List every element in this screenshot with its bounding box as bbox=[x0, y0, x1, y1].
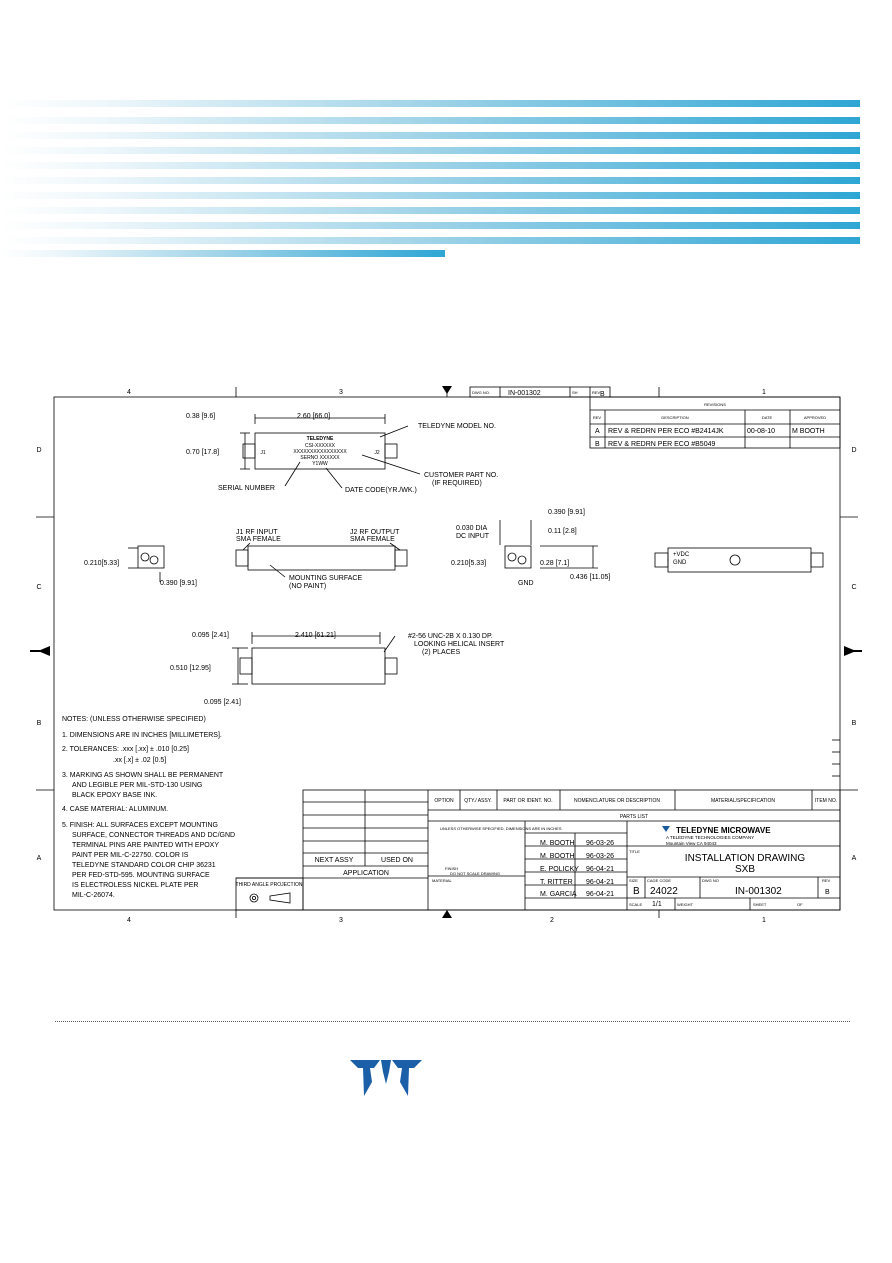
scale-label: SCALE bbox=[629, 902, 643, 907]
gnd-label: GND bbox=[518, 580, 534, 587]
signer-name: M. GARCIA bbox=[540, 891, 577, 898]
insert-qty: (2) PLACES bbox=[422, 649, 461, 656]
dwg-no: IN-001302 bbox=[508, 390, 541, 397]
rev-value-tb: B bbox=[825, 889, 830, 896]
zone-col-3: 3 bbox=[339, 917, 343, 924]
note-5e: TELEDYNE STANDARD COLOR CHIP 36231 bbox=[72, 862, 216, 869]
rev-row-desc: REV & REDRN PER ECO #B2414JK bbox=[608, 428, 724, 435]
callout-date: DATE CODE(YR./WK.) bbox=[345, 487, 417, 494]
signer-date: 96-03-26 bbox=[586, 840, 615, 847]
zone-row-b: B bbox=[851, 720, 857, 727]
do-not-scale: DO NOT SCALE DRAWING bbox=[450, 871, 501, 876]
parts-col-item: ITEM NO. bbox=[814, 798, 838, 804]
dim-length: 2.60 [66.0] bbox=[297, 413, 331, 420]
dim-left: 0.38 [9.6] bbox=[186, 413, 216, 420]
gnd2-label: GND bbox=[673, 560, 687, 566]
dim-390: 0.390 [9.91] bbox=[160, 580, 197, 587]
vdc-label: +VDC bbox=[673, 552, 690, 558]
note-5c: TERMINAL PINS ARE PAINTED WITH EPOXY bbox=[72, 842, 220, 849]
weight-label: WEIGHT bbox=[677, 902, 693, 907]
signer-date: 96-04-21 bbox=[586, 866, 615, 873]
note-3b: AND LEGIBLE PER MIL-STD-130 USING bbox=[72, 782, 203, 789]
insert-type: LOOKING HELICAL INSERT bbox=[414, 641, 505, 648]
signer-name: M. BOOTH bbox=[540, 840, 575, 847]
note-5f: PER FED-STD-595. MOUNTING SURFACE bbox=[72, 872, 210, 879]
note-1: 1. DIMENSIONS ARE IN INCHES [MILLIMETERS]. bbox=[62, 732, 222, 739]
company-sub: A TELEDYNE TECHNOLOGIES COMPANY bbox=[666, 835, 755, 840]
zone-col-4: 4 bbox=[127, 917, 131, 924]
teledyne-logo bbox=[350, 1058, 422, 1098]
signer-date: 96-03-26 bbox=[586, 853, 615, 860]
rev-col: DATE bbox=[761, 415, 773, 420]
dim-210b: 0.210[5.33] bbox=[451, 560, 487, 567]
dim-28: 0.28 [7.1] bbox=[540, 560, 570, 567]
zone-row-a: A bbox=[851, 855, 857, 862]
rev-letter: B bbox=[600, 391, 605, 398]
callout-model: TELEDYNE MODEL NO. bbox=[418, 423, 496, 430]
zone-row-d: D bbox=[36, 447, 42, 454]
parts-col-material: MATERIAL/SPECIFICATION bbox=[711, 798, 775, 804]
parts-list-title: PARTS LIST bbox=[619, 814, 649, 820]
drawing-subtitle: SXB bbox=[734, 864, 756, 875]
company-address: Mountain View CA 94043 bbox=[666, 841, 717, 846]
dwg-value: IN-001302 bbox=[735, 886, 782, 897]
marking-serial: SERNO XXXXXX bbox=[300, 455, 340, 461]
material-label: MATERIAL bbox=[432, 878, 452, 883]
note-3c: BLACK EPOXY BASE INK. bbox=[72, 792, 158, 799]
rev-row-approved: M BOOTH bbox=[792, 428, 825, 435]
sh-label: SH bbox=[572, 390, 578, 395]
company-name: TELEDYNE MICROWAVE bbox=[676, 826, 771, 835]
zone-row-d: D bbox=[851, 447, 857, 454]
note-3: 3. MARKING AS SHOWN SHALL BE PERMANENT bbox=[62, 772, 224, 779]
zone-col-2: 2 bbox=[550, 917, 554, 924]
j2-type: SMA FEMALE bbox=[350, 536, 395, 543]
signer-name: E. POLICKY bbox=[540, 866, 579, 873]
dwg-label: DWG NO bbox=[702, 878, 719, 883]
marking-logo: TELEDYNE bbox=[306, 436, 334, 442]
note-4: 4. CASE MATERIAL: ALUMINUM. bbox=[62, 806, 169, 813]
zone-row-c: C bbox=[36, 584, 42, 591]
dim-11: 0.11 [2.8] bbox=[548, 528, 577, 535]
note-5: 5. FINISH: ALL SURFACES EXCEPT MOUNTING bbox=[62, 822, 218, 829]
note-5h: MIL-C-26074. bbox=[72, 892, 115, 899]
scale-value: 1/1 bbox=[652, 901, 662, 908]
title-label: TITLE bbox=[629, 849, 640, 854]
zone-col-3: 3 bbox=[339, 389, 343, 396]
mount-note: (NO PAINT) bbox=[289, 583, 327, 590]
notes-title: NOTES: (UNLESS OTHERWISE SPECIFIED) bbox=[62, 716, 206, 723]
parts-col-option: OPTION bbox=[434, 798, 454, 804]
zone-col-1: 1 bbox=[762, 389, 766, 396]
dc-dia: 0.030 DIA bbox=[456, 525, 488, 532]
zone-row-b: B bbox=[36, 720, 42, 727]
marking-x: XXXXXXXXXXXXXXXX bbox=[293, 449, 347, 455]
cage-label: CAGE CODE bbox=[647, 878, 672, 883]
rev-label: REV bbox=[592, 390, 601, 395]
j1-type: SMA FEMALE bbox=[236, 536, 281, 543]
application: APPLICATION bbox=[343, 870, 389, 877]
size-value: B bbox=[633, 886, 640, 897]
next-assy: NEXT ASSY bbox=[314, 857, 354, 864]
note-2b: .xx [.x] ± .02 [0.5] bbox=[113, 757, 167, 764]
j2-label: J2 RF OUTPUT bbox=[350, 529, 400, 536]
dim-095b: 0.095 [2.41] bbox=[204, 699, 241, 706]
rev-col: DESCRIPTION bbox=[661, 415, 689, 420]
dim-436: 0.436 [11.05] bbox=[570, 574, 611, 581]
callout-serial: SERIAL NUMBER bbox=[218, 485, 275, 492]
marking-model: CSI-XXXXXX bbox=[304, 443, 336, 449]
zone-col-1: 1 bbox=[762, 917, 766, 924]
dim-510: 0.510 [12.95] bbox=[170, 665, 211, 672]
dim-height: 0.70 [17.8] bbox=[186, 449, 220, 456]
rev-row-desc: REV & REDRN PER ECO #B5049 bbox=[608, 441, 716, 448]
note-5b: SURFACE, CONNECTOR THREADS AND DC/GND bbox=[72, 832, 236, 839]
revisions-title: REVISIONS bbox=[704, 402, 726, 407]
rev-row-date: 00-08-10 bbox=[747, 428, 776, 435]
insert-spec: #2-56 UNC-2B X 0.130 DP. bbox=[408, 633, 493, 640]
marking-date: Y1WW bbox=[312, 461, 328, 467]
note-5g: IS ELECTROLESS NICKEL PLATE PER bbox=[72, 882, 199, 889]
parts-col-part: PART OR IDENT. NO. bbox=[503, 798, 553, 804]
rev-label-tb: REV bbox=[822, 878, 831, 883]
dwg-no-label: DWG NO. bbox=[472, 390, 490, 395]
cage-value: 24022 bbox=[650, 886, 678, 897]
signer-date: 96-04-21 bbox=[586, 879, 615, 886]
parts-col-nomenclature: NOMENCLATURE OR DESCRIPTION bbox=[573, 798, 661, 804]
mount-surface: MOUNTING SURFACE bbox=[289, 575, 363, 582]
zone-row-c: C bbox=[851, 584, 857, 591]
parts-col-qty: QTY./ ASSY. bbox=[464, 798, 492, 804]
drawing-title: INSTALLATION DRAWING bbox=[684, 853, 806, 864]
footer-divider bbox=[55, 1021, 850, 1022]
rev-col: REV bbox=[592, 415, 602, 420]
signer-date: 96-04-21 bbox=[586, 891, 615, 898]
tolerance-note: UNLESS OTHERWISE SPECIFIED, DIMENSIONS ARE IN INCHES bbox=[440, 826, 562, 831]
dim-095a: 0.095 [2.41] bbox=[192, 632, 229, 639]
of-label: OF bbox=[797, 902, 803, 907]
callout-customer-note: (IF REQUIRED) bbox=[432, 480, 482, 487]
rev-row-rev: A bbox=[595, 428, 600, 435]
signer-name: M. BOOTH bbox=[540, 853, 575, 860]
finish-label: FINISH bbox=[445, 866, 459, 871]
note-2: 2. TOLERANCES: .xxx [.xx] ± .010 [0.25] bbox=[62, 746, 189, 753]
dim-210: 0.210[5.33] bbox=[84, 560, 120, 567]
used-on: USED ON bbox=[381, 857, 413, 864]
rev-row-rev: B bbox=[595, 441, 600, 448]
callout-customer: CUSTOMER PART NO. bbox=[424, 472, 499, 479]
signer-name: T. RITTER bbox=[540, 879, 573, 886]
marking-j2: J2 bbox=[374, 450, 380, 456]
sheet-label: SHEET bbox=[753, 902, 767, 907]
dc-input: DC INPUT bbox=[456, 533, 490, 540]
zone-col-4: 4 bbox=[127, 389, 131, 396]
zone-row-a: A bbox=[36, 855, 42, 862]
third-angle-label: THIRD ANGLE PROJECTION bbox=[235, 882, 303, 888]
dim-390b: 0.390 [9.91] bbox=[548, 509, 585, 516]
size-label: SIZE bbox=[629, 878, 638, 883]
marking-j1: J1 bbox=[260, 450, 266, 456]
note-5d: PAINT PER MIL-C-22750. COLOR IS bbox=[72, 852, 189, 859]
dim-2410: 2.410 [61.21] bbox=[295, 632, 336, 639]
rev-col: APPROVED bbox=[803, 415, 827, 420]
j1-label: J1 RF INPUT bbox=[236, 529, 278, 536]
